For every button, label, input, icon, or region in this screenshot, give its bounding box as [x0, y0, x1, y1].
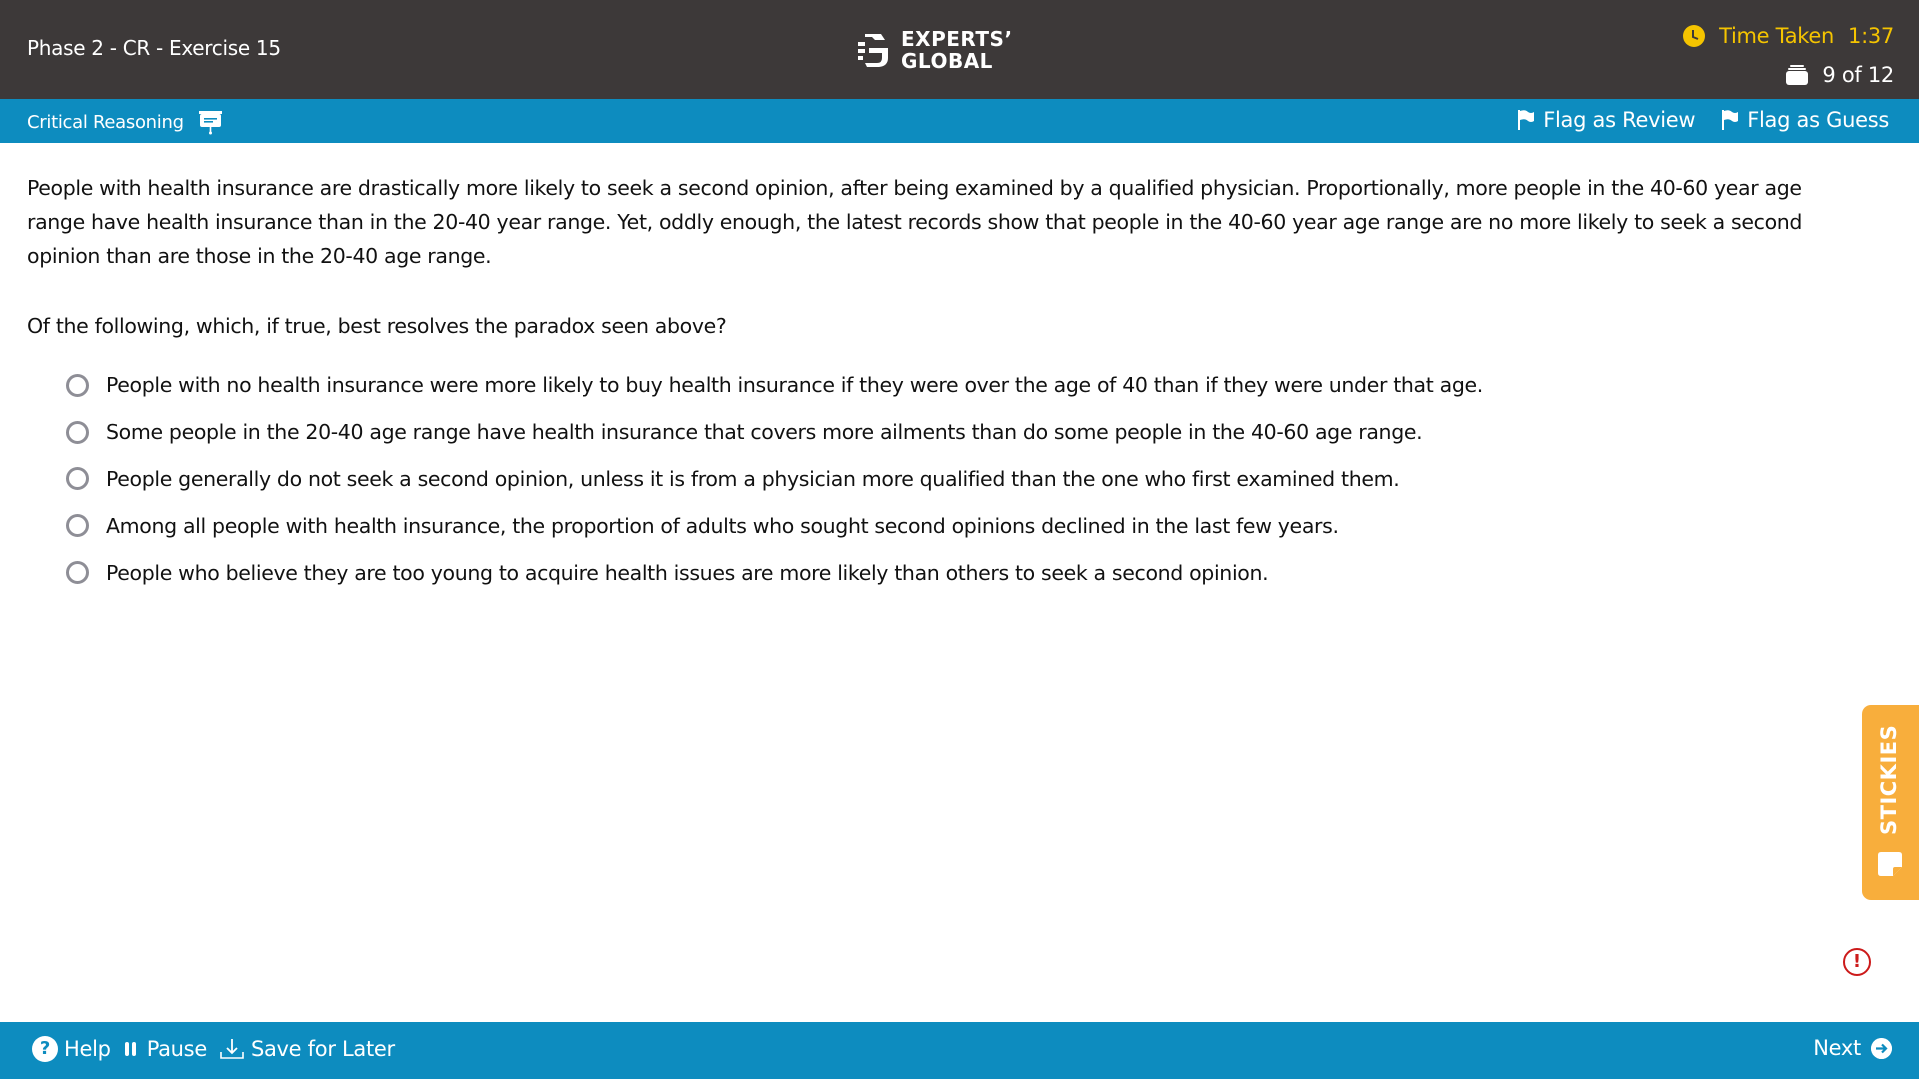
help-icon: ?	[32, 1036, 58, 1062]
option-text: People generally do not seek a second opinion, unless it is from a physician more qualified than the one who first examined them.	[106, 466, 1400, 491]
question-stack-icon	[1786, 64, 1808, 86]
answer-option-d[interactable]	[66, 502, 1483, 549]
bottom-toolbar	[0, 1022, 1919, 1079]
presentation-board-icon	[198, 110, 223, 135]
logo-text	[901, 28, 1013, 72]
pause-label: Pause	[146, 1037, 207, 1061]
next-label: Next	[1813, 1036, 1861, 1060]
question-progress: 9 of 12	[1822, 63, 1894, 87]
sticky-note-icon	[1876, 850, 1904, 878]
exercise-title: Phase 2 - CR - Exercise 15	[27, 36, 281, 60]
radio-button[interactable]	[66, 467, 89, 490]
stickies-tab[interactable]	[1862, 705, 1919, 900]
time-value: 1:37	[1848, 24, 1894, 48]
radio-button[interactable]	[66, 374, 89, 397]
experts-global-logo	[855, 26, 1013, 74]
answer-option-c[interactable]	[66, 456, 1483, 503]
footer-left-controls	[32, 1036, 395, 1062]
arrow-right-circle-icon	[1871, 1038, 1892, 1059]
time-label: Time Taken	[1719, 24, 1835, 48]
option-text: People who believe they are too young to acquire health issues are more likely than others to seek a second opinion.	[106, 560, 1269, 585]
flag-icon	[1721, 109, 1739, 131]
answer-option-e[interactable]	[66, 549, 1483, 596]
pause-button[interactable]	[123, 1037, 207, 1061]
option-text: People with no health insurance were more likely to buy health insurance if they were over the age of 40 than if they were under that age.	[106, 373, 1483, 398]
flag-as-guess-button[interactable]	[1721, 108, 1889, 132]
question-passage: People with health insurance are drastically more likely to seek a second opinion, after being examined by a qualified physician. Proportionally, more people in the 40-60 year age range have health insurance than in the 20-40 year range. Yet, oddly enough, the latest records show that people in the 40-60 year age range are no more likely to seek a second opinion than are those in the 20-40 age range.	[27, 176, 1803, 269]
flag-controls	[1517, 108, 1889, 132]
help-label: Help	[64, 1037, 111, 1061]
radio-button[interactable]	[66, 421, 89, 444]
report-error-icon[interactable]: !	[1843, 948, 1871, 976]
answer-option-a[interactable]	[66, 362, 1483, 409]
help-button[interactable]	[32, 1036, 111, 1062]
question-stem: Of the following, which, if true, best resolves the paradox seen above?	[27, 314, 727, 338]
time-taken	[1683, 24, 1894, 48]
top-header	[0, 0, 1919, 99]
answer-option-b[interactable]	[66, 409, 1483, 456]
section-bar	[0, 99, 1919, 143]
question-counter	[1786, 63, 1894, 87]
section-label: Critical Reasoning	[27, 112, 184, 133]
option-text: Some people in the 20-40 age range have health insurance that covers more ailments than do some people in the 40-60 age range.	[106, 420, 1423, 445]
next-button[interactable]	[1813, 1036, 1892, 1060]
logo-line-2: GLOBAL	[901, 49, 993, 73]
answer-options	[66, 362, 1483, 596]
flag-review-label: Flag as Review	[1543, 108, 1696, 132]
section-name	[27, 110, 223, 135]
flag-guess-label: Flag as Guess	[1747, 108, 1889, 132]
radio-button[interactable]	[66, 561, 89, 584]
download-icon	[219, 1036, 245, 1062]
flag-as-review-button[interactable]	[1517, 108, 1695, 132]
save-for-later-button[interactable]	[219, 1036, 395, 1062]
save-label: Save for Later	[250, 1037, 395, 1061]
radio-button[interactable]	[66, 514, 89, 537]
stickies-label: STICKIES	[1877, 724, 1901, 835]
logo-g-icon	[855, 30, 891, 70]
flag-icon	[1517, 109, 1535, 131]
logo-line-1: EXPERTS’	[901, 27, 1013, 51]
clock-icon	[1683, 25, 1705, 47]
pause-icon	[125, 1042, 139, 1056]
option-text: Among all people with health insurance, the proportion of adults who sought second opinions declined in the last few years.	[106, 513, 1339, 538]
